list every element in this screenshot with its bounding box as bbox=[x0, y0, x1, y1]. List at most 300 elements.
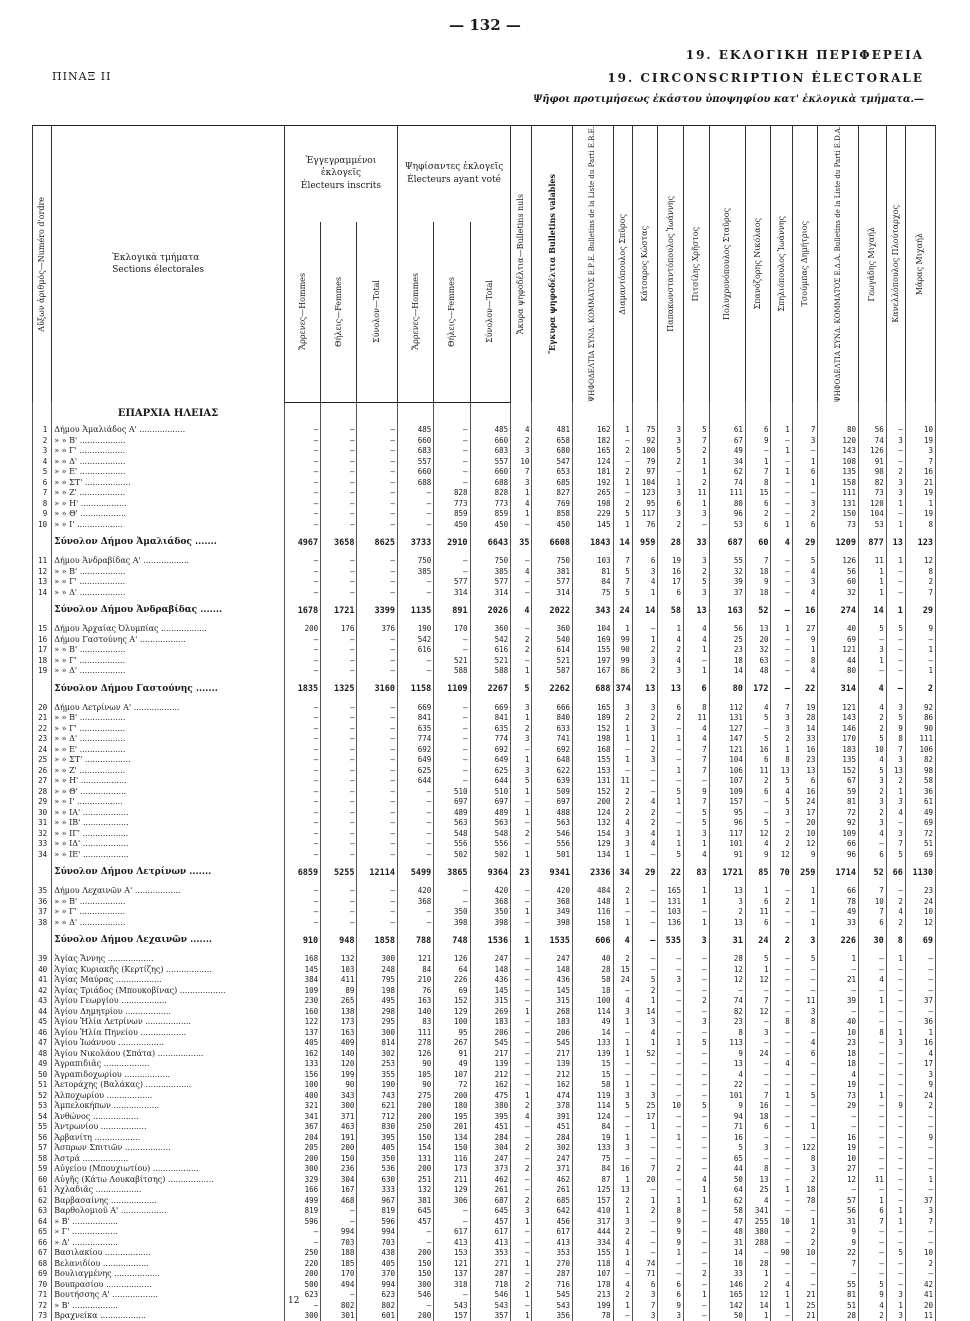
cell-value: 6 bbox=[632, 1279, 658, 1290]
cell-value: — bbox=[632, 954, 658, 965]
cell-value: 688 bbox=[398, 477, 434, 488]
cell-value: — bbox=[886, 1153, 905, 1164]
cell-value: — bbox=[398, 498, 434, 509]
cell-value: 14 bbox=[573, 1027, 614, 1038]
cell-value: 4 bbox=[745, 839, 771, 850]
section-name: Ἀρβανίτη .................. bbox=[52, 1132, 285, 1143]
cell-value: 205 bbox=[284, 1143, 320, 1154]
table-row bbox=[33, 1248, 936, 1259]
cell-value: 180 bbox=[434, 1101, 470, 1112]
cell-value: 329 bbox=[284, 1174, 320, 1185]
cell-value: 150 bbox=[818, 509, 859, 520]
cell-value: — bbox=[886, 818, 905, 829]
col-candidate-9: Γεωγάδης Μιχαήλ bbox=[858, 126, 886, 403]
cell-value: 485 bbox=[470, 425, 511, 436]
cell-value: 4 bbox=[613, 818, 632, 829]
cell-value: 1 bbox=[792, 456, 818, 467]
cell-value: — bbox=[613, 907, 632, 918]
cell-value: 411 bbox=[321, 975, 357, 986]
cell-value: 51 bbox=[905, 839, 935, 850]
cell-value: — bbox=[771, 645, 792, 656]
cell-value: — bbox=[357, 446, 398, 457]
cell-value: 145 bbox=[573, 519, 614, 530]
cell-value: 7 bbox=[858, 907, 886, 918]
cell-value: 380 bbox=[745, 1227, 771, 1238]
cell-value: — bbox=[771, 1311, 792, 1321]
cell-value: — bbox=[886, 1279, 905, 1290]
cell-value: 49 bbox=[709, 446, 745, 457]
section-name: Ἀστρά .................. bbox=[52, 1153, 285, 1164]
cell-value: 14 bbox=[709, 666, 745, 677]
cell-value: 548 bbox=[470, 828, 511, 839]
cell-value: — bbox=[683, 1132, 709, 1143]
cell-value: — bbox=[284, 1227, 320, 1238]
cell-value: 502 bbox=[470, 849, 511, 860]
cell-value: 994 bbox=[357, 1227, 398, 1238]
cell-value: 2 bbox=[511, 1195, 532, 1206]
cell-value: 5 bbox=[858, 765, 886, 776]
cell-value: — bbox=[658, 1006, 684, 1017]
cell-value: 3 bbox=[771, 723, 792, 734]
cell-value: 74 bbox=[709, 477, 745, 488]
row-number: 6 bbox=[33, 477, 52, 488]
cell-value: 385 bbox=[398, 566, 434, 577]
cell-value: 4 bbox=[613, 996, 632, 1007]
cell-value: 891 bbox=[434, 598, 470, 624]
cell-value: — bbox=[632, 928, 658, 954]
cell-value: 83 bbox=[398, 1017, 434, 1028]
cell-value: 545 bbox=[532, 1038, 573, 1049]
cell-value: — bbox=[398, 1237, 434, 1248]
cell-value: — bbox=[284, 828, 320, 839]
cell-value: — bbox=[321, 713, 357, 724]
cell-value: 5 bbox=[858, 734, 886, 745]
cell-value: 6 bbox=[858, 1206, 886, 1217]
table-row bbox=[33, 1206, 936, 1217]
cell-value: — bbox=[683, 519, 709, 530]
cell-value: 645 bbox=[398, 1206, 434, 1217]
cell-value: 7 bbox=[683, 755, 709, 766]
cell-value: — bbox=[321, 634, 357, 645]
row-number: 43 bbox=[33, 996, 52, 1007]
cell-value: — bbox=[771, 655, 792, 666]
table-row bbox=[33, 467, 936, 478]
cell-value: — bbox=[284, 1237, 320, 1248]
cell-value: 19 bbox=[818, 1080, 859, 1091]
cell-value: 353 bbox=[532, 1248, 573, 1259]
cell-value: 1 bbox=[771, 1300, 792, 1311]
cell-value: 32 bbox=[818, 587, 859, 598]
cell-value: — bbox=[357, 776, 398, 787]
cell-value: — bbox=[632, 964, 658, 975]
cell-value: — bbox=[321, 425, 357, 436]
cell-value: 556 bbox=[434, 839, 470, 850]
cell-value: 2 bbox=[771, 828, 792, 839]
cell-value: 140 bbox=[321, 1048, 357, 1059]
cell-value: 24 bbox=[905, 1090, 935, 1101]
cell-value: 20 bbox=[905, 1300, 935, 1311]
cell-value: 6 bbox=[792, 1048, 818, 1059]
cell-value: 385 bbox=[470, 566, 511, 577]
cell-value: 19 bbox=[818, 1143, 859, 1154]
cell-value: 642 bbox=[532, 1206, 573, 1217]
cell-value: 213 bbox=[573, 1290, 614, 1301]
cell-value: 2 bbox=[886, 467, 905, 478]
cell-value: — bbox=[771, 676, 792, 702]
cell-value: 4 bbox=[818, 1069, 859, 1080]
cell-value: — bbox=[284, 776, 320, 787]
cell-value: 1 bbox=[886, 598, 905, 624]
cell-value: — bbox=[745, 723, 771, 734]
cell-value: 1 bbox=[613, 896, 632, 907]
section-name: Βουτήσσης Α' .................. bbox=[52, 1290, 285, 1301]
col-reg-total: Σύνολον—Total bbox=[357, 222, 398, 403]
cell-value: 109 bbox=[709, 786, 745, 797]
cell-value: — bbox=[745, 807, 771, 818]
cell-value: 18 bbox=[818, 1059, 859, 1070]
cell-value: 25 bbox=[745, 1185, 771, 1196]
cell-value: 154 bbox=[398, 1143, 434, 1154]
cell-value: 1535 bbox=[532, 928, 573, 954]
cell-value: — bbox=[284, 477, 320, 488]
cell-value: 3 bbox=[683, 556, 709, 567]
cell-value: 40 bbox=[573, 954, 614, 965]
row-number: 58 bbox=[33, 1153, 52, 1164]
cell-value: 270 bbox=[532, 1258, 573, 1269]
cell-value: 2 bbox=[658, 519, 684, 530]
cell-value: 2 bbox=[511, 435, 532, 446]
cell-value: 142 bbox=[709, 1300, 745, 1311]
cell-value: 703 bbox=[357, 1237, 398, 1248]
cell-value: 162 bbox=[284, 1048, 320, 1059]
cell-value: 750 bbox=[532, 556, 573, 567]
cell-value: 380 bbox=[470, 1101, 511, 1112]
section-name: » » Δ' .................. bbox=[52, 666, 285, 677]
col-candidate-3: Παπακωνσταντόπουλος Ἰωάννης bbox=[658, 126, 684, 403]
cell-value: — bbox=[818, 1269, 859, 1280]
cell-value: 814 bbox=[357, 1038, 398, 1049]
cell-value: 3 bbox=[858, 645, 886, 656]
cell-value: 12 bbox=[905, 556, 935, 567]
row-number: 11 bbox=[33, 556, 52, 567]
cell-value: 50 bbox=[709, 1311, 745, 1321]
cell-value: 1 bbox=[771, 1185, 792, 1196]
cell-value: 468 bbox=[321, 1195, 357, 1206]
cell-value: 1 bbox=[613, 734, 632, 745]
cell-value: — bbox=[398, 519, 434, 530]
cell-value: 648 bbox=[532, 755, 573, 766]
cell-value: — bbox=[511, 744, 532, 755]
table-row bbox=[33, 1300, 936, 1311]
cell-value: 80 bbox=[709, 676, 745, 702]
cell-value: 247 bbox=[470, 954, 511, 965]
cell-value: 90 bbox=[771, 1248, 792, 1259]
cell-value: 1 bbox=[858, 996, 886, 1007]
cell-value: — bbox=[632, 907, 658, 918]
section-name: » » Γ' .................. bbox=[52, 723, 285, 734]
cell-value: 542 bbox=[470, 634, 511, 645]
cell-value: 18 bbox=[745, 587, 771, 598]
cell-value: 334 bbox=[573, 1237, 614, 1248]
cell-value: 20 bbox=[745, 634, 771, 645]
cell-value: 4 bbox=[632, 1027, 658, 1038]
cell-value: — bbox=[511, 1174, 532, 1185]
cell-value: — bbox=[771, 634, 792, 645]
cell-value: — bbox=[632, 1143, 658, 1154]
cell-value: 132 bbox=[398, 1185, 434, 1196]
cell-value: 152 bbox=[434, 996, 470, 1007]
cell-value: 1 bbox=[658, 1132, 684, 1143]
cell-value: 633 bbox=[532, 723, 573, 734]
cell-value: 125 bbox=[573, 1185, 614, 1196]
cell-value: 1 bbox=[511, 907, 532, 918]
cell-value: 5 bbox=[792, 954, 818, 965]
cell-value: 157 bbox=[709, 797, 745, 808]
cell-value: 4 bbox=[858, 755, 886, 766]
cell-value: 5 bbox=[683, 1101, 709, 1112]
cell-value: 73 bbox=[818, 1090, 859, 1101]
cell-value: 206 bbox=[532, 1027, 573, 1038]
cell-value: 7 bbox=[905, 587, 935, 598]
cell-value: 484 bbox=[573, 886, 614, 897]
table-row bbox=[33, 666, 936, 677]
cell-value: — bbox=[771, 985, 792, 996]
cell-value: — bbox=[858, 1143, 886, 1154]
cell-value: 3 bbox=[658, 666, 684, 677]
cell-value: — bbox=[284, 556, 320, 567]
cell-value: 168 bbox=[284, 954, 320, 965]
cell-value: — bbox=[858, 1111, 886, 1122]
cell-value: 34 bbox=[709, 456, 745, 467]
cell-value: — bbox=[357, 655, 398, 666]
cell-value: — bbox=[434, 713, 470, 724]
cell-value: 168 bbox=[573, 744, 614, 755]
section-name: » » Γ' .................. bbox=[52, 907, 285, 918]
cell-value: 278 bbox=[398, 1038, 434, 1049]
cell-value: — bbox=[658, 807, 684, 818]
cell-value: 37 bbox=[905, 1195, 935, 1206]
cell-value: — bbox=[771, 907, 792, 918]
cell-value: — bbox=[771, 477, 792, 488]
cell-value: 172 bbox=[745, 676, 771, 702]
cell-value: — bbox=[398, 509, 434, 520]
cell-value: — bbox=[818, 1185, 859, 1196]
cell-value: 199 bbox=[573, 1300, 614, 1311]
table-row bbox=[33, 477, 936, 488]
cell-value: 2 bbox=[683, 996, 709, 1007]
section-name: Ἁγίου Νικολάου (Σπάτα) .................. bbox=[52, 1048, 285, 1059]
cell-value: 2 bbox=[613, 954, 632, 965]
cell-value: — bbox=[683, 655, 709, 666]
cell-value: 162 bbox=[470, 1080, 511, 1091]
cell-value: — bbox=[771, 1164, 792, 1175]
cell-value: 288 bbox=[745, 1237, 771, 1248]
cell-value: 103 bbox=[321, 964, 357, 975]
cell-value: 107 bbox=[434, 1069, 470, 1080]
cell-value: 4 bbox=[683, 849, 709, 860]
cell-value: 501 bbox=[532, 849, 573, 860]
col-candidate-8: Τσούμπας Δημήτριος bbox=[792, 126, 818, 403]
cell-value: 6 bbox=[792, 519, 818, 530]
cell-value: 563 bbox=[470, 818, 511, 829]
cell-value: 21 bbox=[792, 1311, 818, 1321]
cell-value: — bbox=[613, 1111, 632, 1122]
section-name: Ἁγίου Γεωργίου .................. bbox=[52, 996, 285, 1007]
cell-value: 3 bbox=[511, 477, 532, 488]
cell-value: 182 bbox=[573, 435, 614, 446]
cell-value: 9 bbox=[818, 1227, 859, 1238]
cell-value: — bbox=[321, 1290, 357, 1301]
cell-value: 302 bbox=[357, 1048, 398, 1059]
cell-value: 314 bbox=[470, 587, 511, 598]
cell-value: — bbox=[357, 849, 398, 860]
cell-value: 21 bbox=[792, 1290, 818, 1301]
cell-value: 200 bbox=[284, 624, 320, 635]
cell-value: 4 bbox=[632, 577, 658, 588]
cell-value: — bbox=[321, 577, 357, 588]
cell-value: 121 bbox=[434, 1258, 470, 1269]
cell-value: 3 bbox=[792, 1164, 818, 1175]
row-number: 26 bbox=[33, 765, 52, 776]
cell-value: 129 bbox=[434, 1006, 470, 1017]
cell-value: — bbox=[858, 1017, 886, 1028]
cell-value: — bbox=[613, 1269, 632, 1280]
cell-value: 1 bbox=[511, 807, 532, 818]
cell-value: — bbox=[357, 713, 398, 724]
cell-value: 4 bbox=[683, 624, 709, 635]
row-number: 60 bbox=[33, 1174, 52, 1185]
section-name: Δήμου Ἀρχαίας Ὀλυμπίας .................. bbox=[52, 624, 285, 635]
cell-value: 4 bbox=[792, 666, 818, 677]
cell-value: — bbox=[886, 1132, 905, 1143]
cell-value: 3 bbox=[511, 765, 532, 776]
cell-value: 543 bbox=[434, 1300, 470, 1311]
cell-value: — bbox=[613, 765, 632, 776]
cell-value: 381 bbox=[398, 1195, 434, 1206]
cell-value: 623 bbox=[284, 1290, 320, 1301]
cell-value: — bbox=[858, 1153, 886, 1164]
header-french: 19. CIRCONSCRIPTION ÉLECTORALE bbox=[607, 71, 924, 85]
cell-value: 300 bbox=[357, 1027, 398, 1038]
cell-value: 321 bbox=[284, 1101, 320, 1112]
cell-value: — bbox=[321, 917, 357, 928]
cell-value: 3 bbox=[632, 755, 658, 766]
cell-value: — bbox=[321, 818, 357, 829]
cell-value: 819 bbox=[357, 1206, 398, 1217]
cell-value: 456 bbox=[532, 1216, 573, 1227]
cell-value: 95 bbox=[434, 1027, 470, 1038]
row-number: 27 bbox=[33, 776, 52, 787]
table-row bbox=[33, 996, 936, 1007]
cell-value: 117 bbox=[632, 509, 658, 520]
cell-value: 2 bbox=[745, 509, 771, 520]
cell-value: — bbox=[709, 985, 745, 996]
row-number: 53 bbox=[33, 1101, 52, 1112]
cell-value: — bbox=[683, 1080, 709, 1091]
cell-value: 1130 bbox=[905, 860, 935, 886]
cell-value: — bbox=[284, 519, 320, 530]
cell-value: 1 bbox=[613, 519, 632, 530]
cell-value: — bbox=[613, 744, 632, 755]
cell-value: 25 bbox=[709, 634, 745, 645]
cell-value: 28 bbox=[573, 964, 614, 975]
cell-value: 78 bbox=[573, 1311, 614, 1321]
cell-value: 200 bbox=[284, 1269, 320, 1280]
cell-value: 4 bbox=[745, 702, 771, 713]
section-name: Ἀμπελοκήπων .................. bbox=[52, 1101, 285, 1112]
cell-value: — bbox=[511, 975, 532, 986]
section-name: » » Γ' .................. bbox=[52, 655, 285, 666]
row-number: 56 bbox=[33, 1132, 52, 1143]
cell-value: 9 bbox=[658, 1216, 684, 1227]
cell-value: 190 bbox=[398, 624, 434, 635]
cell-value: 13 bbox=[658, 676, 684, 702]
cell-value: — bbox=[511, 556, 532, 567]
cell-value: 156 bbox=[284, 1069, 320, 1080]
cell-value: 2 bbox=[613, 713, 632, 724]
cell-value: — bbox=[321, 488, 357, 499]
row-number: 23 bbox=[33, 734, 52, 745]
cell-value: — bbox=[858, 1132, 886, 1143]
cell-value: 13 bbox=[771, 765, 792, 776]
cell-value: 37 bbox=[709, 587, 745, 598]
cell-value: 1 bbox=[511, 1216, 532, 1227]
cell-value: — bbox=[905, 975, 935, 986]
section-name: » » Ε' .................. bbox=[52, 467, 285, 478]
cell-value: 167 bbox=[573, 666, 614, 677]
cell-value: — bbox=[886, 645, 905, 656]
section-name: » » Ι' .................. bbox=[52, 797, 285, 808]
cell-value: 1 bbox=[886, 1206, 905, 1217]
cell-value: 2 bbox=[632, 818, 658, 829]
cell-value: 623 bbox=[357, 1290, 398, 1301]
cell-value: 1 bbox=[905, 666, 935, 677]
row-number: 22 bbox=[33, 723, 52, 734]
cell-value: 35 bbox=[511, 530, 532, 556]
cell-value: — bbox=[792, 1059, 818, 1070]
cell-value: 639 bbox=[532, 776, 573, 787]
cell-value: — bbox=[818, 1111, 859, 1122]
cell-value: — bbox=[886, 1143, 905, 1154]
cell-value: — bbox=[511, 964, 532, 975]
cell-value: 56 bbox=[858, 425, 886, 436]
cell-value: — bbox=[284, 797, 320, 808]
cell-value: 1 bbox=[658, 477, 684, 488]
section-name: » » Γ' .................. bbox=[52, 446, 285, 457]
table-row bbox=[33, 1164, 936, 1175]
cell-value: 220 bbox=[284, 1258, 320, 1269]
cell-value: — bbox=[771, 1048, 792, 1059]
cell-value: 1 bbox=[658, 1195, 684, 1206]
cell-value: — bbox=[321, 765, 357, 776]
cell-value: — bbox=[511, 587, 532, 598]
cell-value: — bbox=[434, 734, 470, 745]
cell-value: 11 bbox=[858, 556, 886, 567]
cell-value: 295 bbox=[357, 1017, 398, 1028]
cell-value: 4 bbox=[613, 1237, 632, 1248]
cell-value: — bbox=[771, 1143, 792, 1154]
cell-value: — bbox=[434, 1206, 470, 1217]
table-row bbox=[33, 1038, 936, 1049]
cell-value: 111 bbox=[709, 488, 745, 499]
cell-value: 19 bbox=[658, 556, 684, 567]
row-number: 34 bbox=[33, 849, 52, 860]
cell-value: — bbox=[745, 1080, 771, 1091]
cell-value: 1 bbox=[771, 624, 792, 635]
section-name: Δήμου Λεχαινῶν Α' .................. bbox=[52, 886, 285, 897]
cell-value: 162 bbox=[573, 425, 614, 436]
cell-value: — bbox=[683, 1090, 709, 1101]
